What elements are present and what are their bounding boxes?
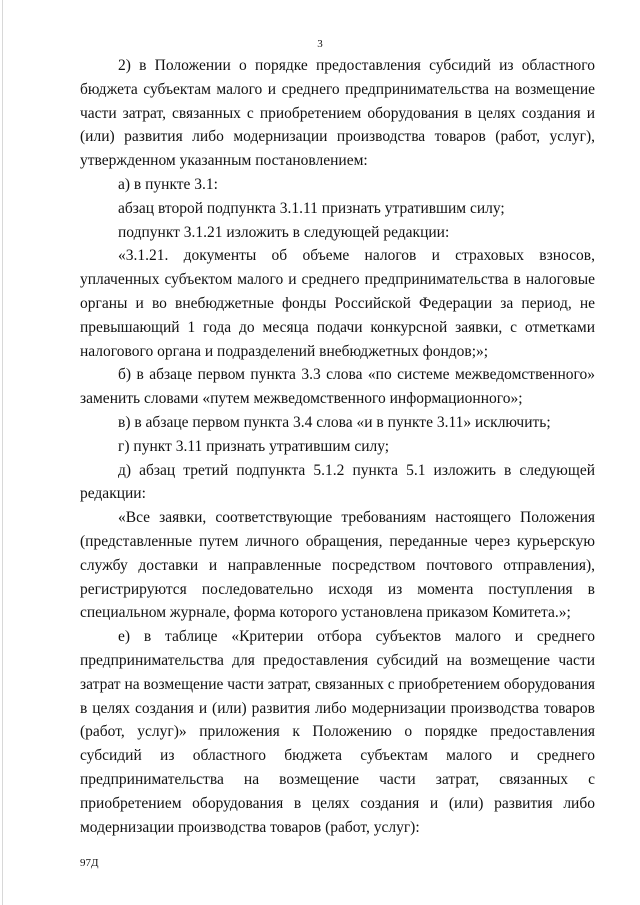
paragraph-intro: 2) в Положении о порядке предоставления субсидий из областного бюджета субъектам малого и среднего предпринимательства на возмещение части затрат, связанных с приобретением оборудования в целях создания и (или) развития либо модернизации производства товаров (работ, услуг), утвержденном указанным постановлением:	[80, 57, 595, 170]
paragraph-item-a-1: абзац второй подпункта 3.1.11 признать утратившим силу;	[118, 199, 505, 217]
paragraph-item-b: б) в абзаце первом пункта 3.3 слова «по системе межведомственного» заменить словами «путем межведомственного информационного»;	[80, 366, 595, 408]
paragraph-item-d: д) абзац третий подпункта 5.1.2 пункта 5.1 изложить в следующей редакции:	[80, 461, 595, 503]
paragraph-item-g: г) пункт 3.11 признать утратившим силу;	[118, 437, 390, 455]
document-code: 97Д	[80, 857, 99, 869]
paragraph-item-e: е) в таблице «Критерии отбора субъектов малого и среднего предпринимательства для предоставления субсидий на возмещение части затрат на возмещение части затрат, связанных с приобретением оборудования в целях создания и (или) развития либо модернизации производства товаров (работ, услуг)» приложения к Положению о порядке предоставления субсидий из областного бюджета субъектам малого и среднего предпринимательства на возмещение части затрат, связанных с приобретением оборудования в целях создания и (или) развития либо модернизации производства товаров (работ, услуг):	[80, 628, 595, 836]
paragraph-quote-applications: «Все заявки, соответствующие требованиям настоящего Положения (представленные путем личного обращения, переданные через курьерскую службу доставки и направленные посредством почтового отправления), регистрируются последовательно исходя из момента поступления в специальном журнале, форма которого установлена приказом Комитета.»;	[80, 509, 595, 622]
paragraph-item-a-2: подпункт 3.1.21 изложить в следующей редакции:	[118, 223, 450, 241]
paragraph-item-a: а) в пункте 3.1:	[118, 175, 218, 193]
paragraph-quote-3-1-21: «3.1.21. документы об объеме налогов и страховых взносов, уплаченных субъектом малого и среднего предпринимательства в налоговые органы и во внебюджетные фонды Российской Федерации за период, не превышающий 1 года до месяца подачи конкурсной заявки, с отметками налогового органа и подразделений внебюджетных фондов;»;	[80, 247, 595, 360]
paragraph-item-v: в) в абзаце первом пункта 3.4 слова «и в пункте 3.11» исключить;	[118, 413, 551, 431]
scan-edge	[2, 0, 3, 905]
document-body	[80, 54, 595, 839]
page-number: 3	[317, 38, 323, 50]
